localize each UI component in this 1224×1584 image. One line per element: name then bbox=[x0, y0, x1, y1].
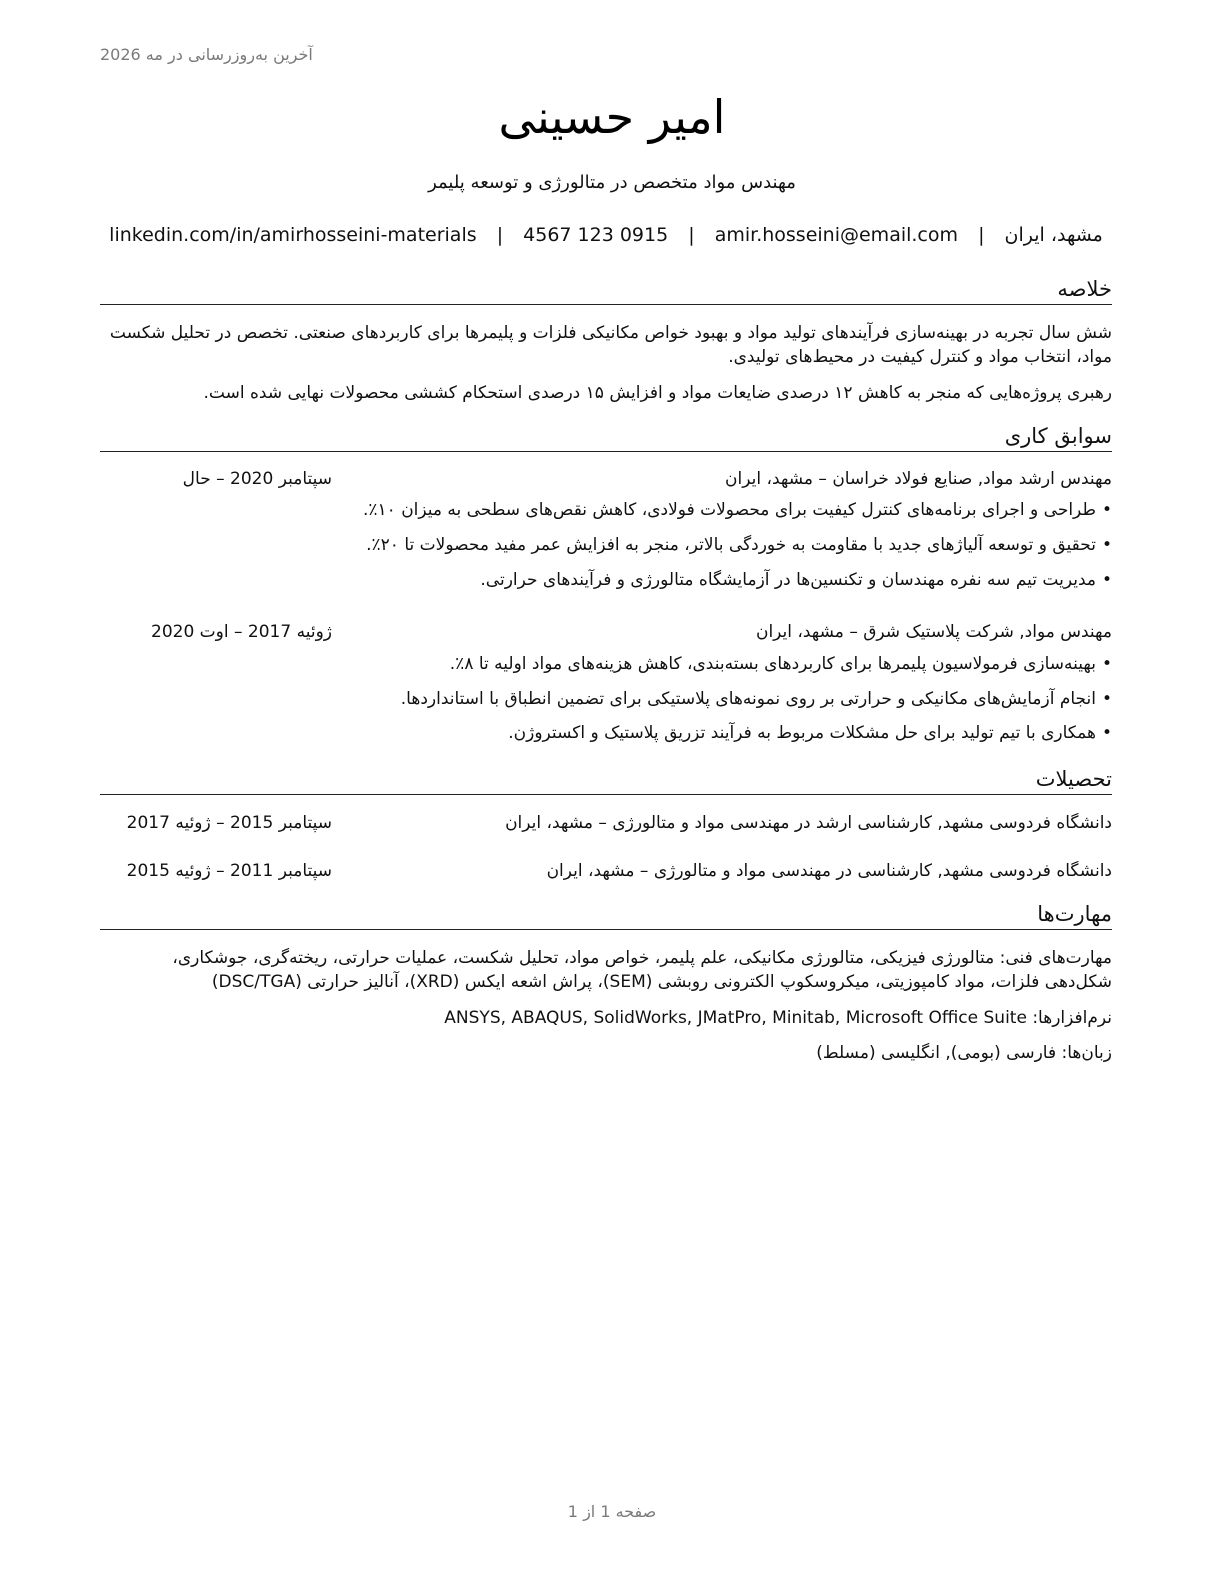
job-bullet: •طراحی و اجرای برنامه‌های کنترل کیفیت برای محصولات فولادی، کاهش نقص‌های سطحی به میزان ۱۰٪. bbox=[362, 500, 1112, 520]
education-title: دانشگاه فردوسی مشهد, کارشناسی ارشد در مهندسی مواد و متالورژی – مشهد، ایران bbox=[505, 813, 1112, 833]
software-list: ANSYS, ABAQUS, SolidWorks, JMatPro, Minitab, Microsoft Office Suite bbox=[444, 1008, 1027, 1028]
software-label: نرم‌افزارها: bbox=[1032, 1008, 1112, 1028]
job-bullet-text: مدیریت تیم سه نفره مهندسان و تکنسین‌ها در آزمایشگاه متالورژی و فرآیندهای حرارتی. bbox=[480, 570, 1096, 590]
experience-heading: سوابق کاری bbox=[100, 423, 1112, 452]
job-bullet-text: بهینه‌سازی فرمولاسیون پلیمرها برای کاربردهای بسته‌بندی، کاهش هزینه‌های مواد اولیه تا ۸٪. bbox=[449, 654, 1096, 674]
summary-heading: خلاصه bbox=[100, 276, 1112, 305]
contact-phone: 4567 123 0915 bbox=[523, 224, 669, 246]
job-bullet: •تحقیق و توسعه آلیاژهای جدید با مقاومت به خوردگی بالاتر، منجر به افزایش عمر مفید محصولات تا ۲۰٪. bbox=[366, 535, 1112, 555]
contact-separator: | bbox=[978, 224, 985, 246]
education-item bbox=[100, 811, 1112, 835]
job-bullet-text: تحقیق و توسعه آلیاژهای جدید با مقاومت به خوردگی بالاتر، منجر به افزایش عمر مفید محصولات تا ۲۰٪. bbox=[366, 535, 1096, 555]
headline: مهندس مواد متخصص در متالورژی و توسعه پلیمر bbox=[428, 172, 796, 193]
job-title: مهندس ارشد مواد, صنایع فولاد خراسان – مشهد، ایران bbox=[725, 469, 1112, 489]
job-bullet-text: همکاری با تیم تولید برای حل مشکلات مربوط به فرآیند تزریق پلاستیک و اکستروژن. bbox=[508, 723, 1096, 743]
technical-skills: مهارت‌های فنی: متالورژی فیزیکی، متالورژی مکانیکی، علم پلیمر، خواص مواد، تحلیل شکست، عملیات حرارتی، ریخته‌گری، جوشکاری، شکل‌دهی فلزات، مواد کامپوزیتی، میکروسکوپ الکترونی روبشی (SEM)، پراش اشعه ایکس (XRD)، آنالیز حرارتی (DSC/TGA) bbox=[172, 948, 1112, 992]
summary-paragraph: رهبری پروژه‌هایی که منجر به کاهش ۱۲ درصدی ضایعات مواد و افزایش ۱۵ درصدی استحکام کششی محصولات نهایی شده است. bbox=[203, 383, 1112, 403]
job-bullet: •مدیریت تیم سه نفره مهندسان و تکنسین‌ها در آزمایشگاه متالورژی و فرآیندهای حرارتی. bbox=[480, 570, 1112, 590]
education-heading: تحصیلات bbox=[100, 766, 1112, 795]
person-name: امیر حسینی bbox=[498, 90, 726, 144]
job-title: مهندس مواد, شرکت پلاستیک شرق – مشهد، ایران bbox=[755, 622, 1112, 642]
contact-location: مشهد، ایران bbox=[1004, 224, 1103, 246]
job-header bbox=[100, 467, 1112, 491]
languages: زبان‌ها: فارسی (بومی), انگلیسی (مسلط) bbox=[816, 1043, 1112, 1063]
last-updated: آخرین به‌روزرسانی در مه 2026 bbox=[100, 45, 313, 64]
job-bullet-text: انجام آزمایش‌های مکانیکی و حرارتی بر روی نمونه‌های پلاستیکی برای تضمین انطباق با استانداردها. bbox=[400, 689, 1096, 709]
contact-separator: | bbox=[688, 224, 695, 246]
software-skills bbox=[100, 1006, 1112, 1030]
job-bullet: •همکاری با تیم تولید برای حل مشکلات مربوط به فرآیند تزریق پلاستیک و اکستروژن. bbox=[508, 723, 1112, 743]
education-dates: سپتامبر 2015 – ژوئیه 2017 bbox=[126, 813, 332, 833]
education-title: دانشگاه فردوسی مشهد, کارشناسی در مهندسی مواد و متالورژی – مشهد، ایران bbox=[546, 861, 1112, 881]
job-bullet: •انجام آزمایش‌های مکانیکی و حرارتی بر روی نمونه‌های پلاستیکی برای تضمین انطباق با استانداردها. bbox=[400, 689, 1112, 709]
contact-line bbox=[100, 224, 1112, 246]
contact-email[interactable]: amir.hosseini@email.com bbox=[714, 224, 959, 246]
contact-separator: | bbox=[496, 224, 504, 246]
job-bullet: •بهینه‌سازی فرمولاسیون پلیمرها برای کاربردهای بسته‌بندی، کاهش هزینه‌های مواد اولیه تا ۸٪. bbox=[449, 654, 1112, 674]
skills-heading: مهارت‌ها bbox=[100, 901, 1112, 930]
job-header bbox=[100, 620, 1112, 644]
job-dates: ژوئیه 2017 – اوت 2020 bbox=[151, 622, 332, 642]
education-dates: سپتامبر 2011 – ژوئیه 2015 bbox=[126, 861, 332, 881]
job-bullet-text: طراحی و اجرای برنامه‌های کنترل کیفیت برای محصولات فولادی، کاهش نقص‌های سطحی به میزان ۱۰٪. bbox=[362, 500, 1096, 520]
job-dates: سپتامبر 2020 – حال bbox=[182, 469, 332, 489]
contact-linkedin[interactable]: linkedin.com/in/amirhosseini-materials bbox=[109, 224, 477, 246]
summary-paragraph: شش سال تجربه در بهینه‌سازی فرآیندهای تولید مواد و بهبود خواص مکانیکی فلزات و پلیمرها برای کاربردهای صنعتی. تخصص در تحلیل شکست مواد، انتخاب مواد و کنترل کیفیت در محیط‌های تولیدی. bbox=[109, 323, 1112, 367]
page-number: صفحه 1 از 1 bbox=[567, 1502, 657, 1521]
education-item bbox=[100, 859, 1112, 883]
